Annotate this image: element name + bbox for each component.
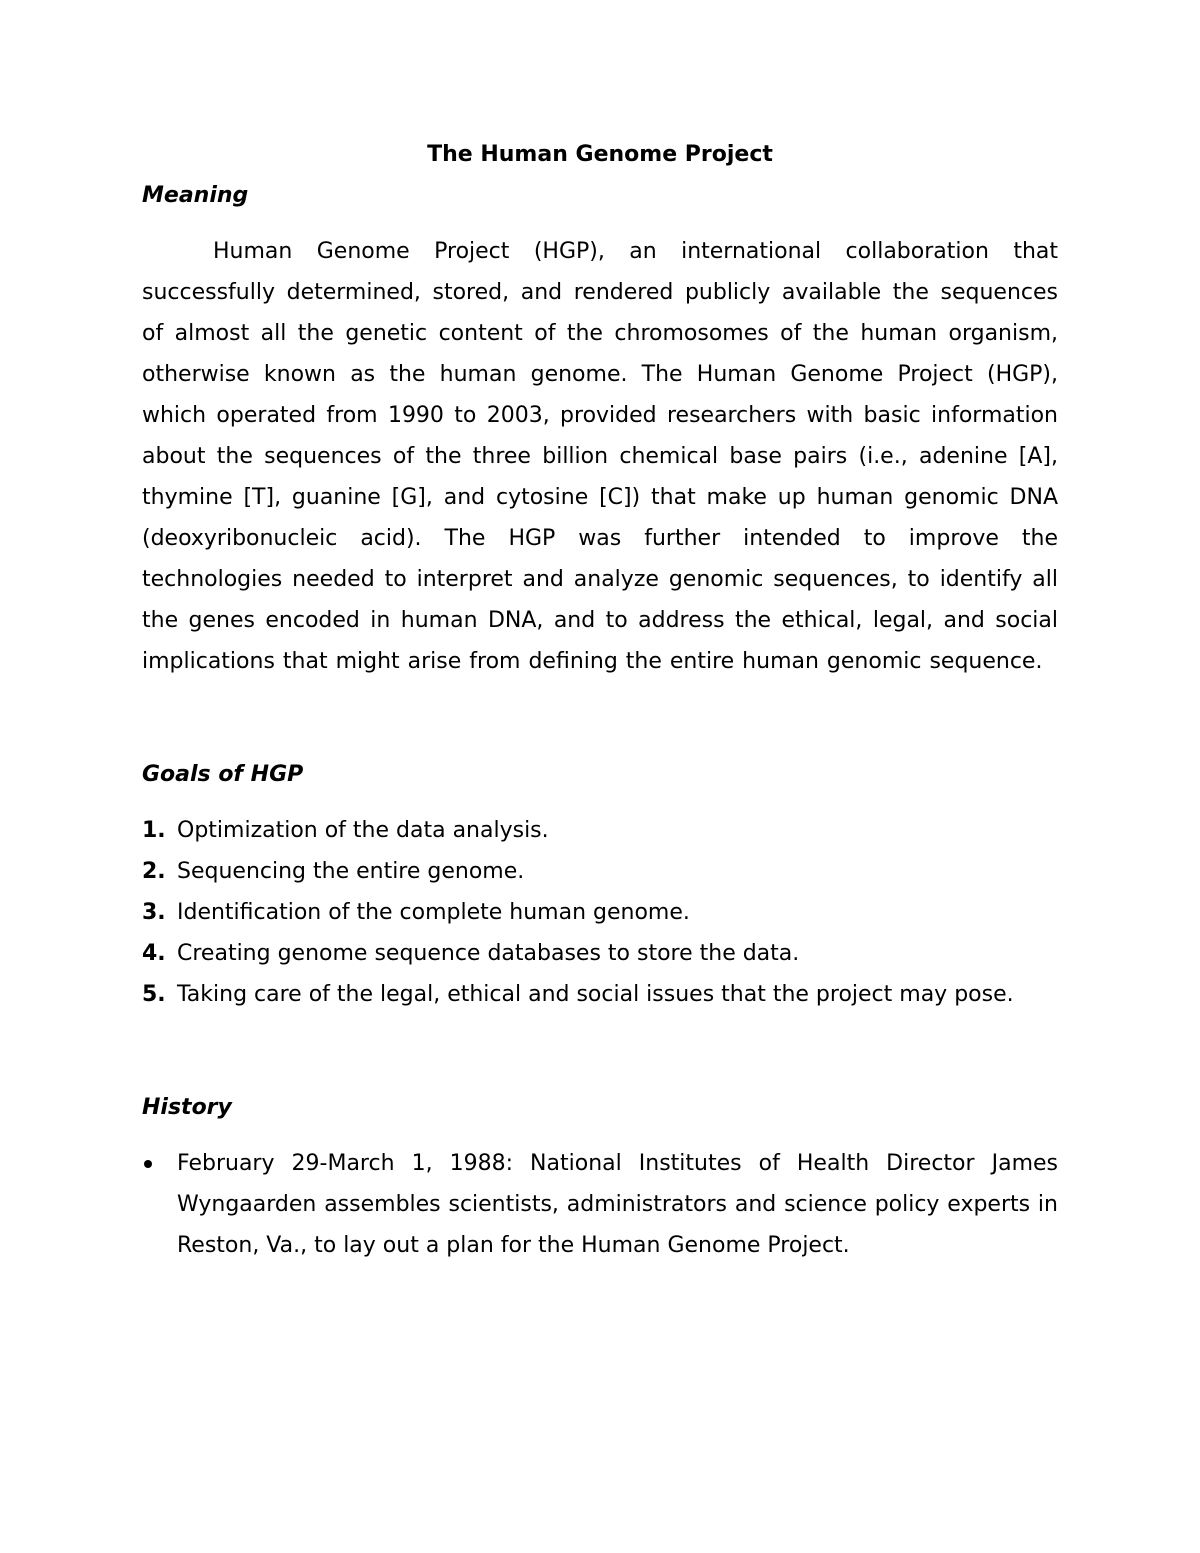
history-text: February 29-March 1, 1988: National Institutes of Health Director James Wyngaarden assembles scientists, administrators and science policy experts in Reston, Va., to lay out a plan for the Human Genome Project. bbox=[177, 1151, 1058, 1258]
meaning-heading: Meaning bbox=[142, 183, 249, 208]
goal-text: Taking care of the legal, ethical and social issues that the project may pose. bbox=[177, 982, 1014, 1007]
document-title: The Human Genome Project bbox=[427, 142, 773, 167]
goal-number: 1. bbox=[142, 818, 166, 843]
history-item bbox=[142, 1143, 1058, 1266]
goals-heading: Goals of HGP bbox=[142, 762, 304, 787]
goal-item bbox=[142, 810, 1058, 851]
meaning-paragraph: Human Genome Project (HGP), an international collaboration that successfully determined, stored, and rendered publicly available the sequences of almost all the genetic content of the chromosomes of the human organism, otherwise known as the human genome. The Human Genome Project (HGP), which operated from 1990 to 2003, provided researchers with basic information about the sequences of the three billion chemical base pairs (i.e., adenine [A], thymine [T], guanine [G], and cytosine [C]) that make up human genomic DNA (deoxyribonucleic acid). The HGP was further intended to improve the technologies needed to interpret and analyze genomic sequences, to identify all the genes encoded in human DNA, and to address the ethical, legal, and social implications that might arise from defining the entire human genomic sequence. bbox=[142, 239, 1058, 674]
goal-item bbox=[142, 933, 1058, 974]
goal-number: 4. bbox=[142, 941, 166, 966]
goal-number: 5. bbox=[142, 982, 166, 1007]
goal-text: Optimization of the data analysis. bbox=[177, 818, 549, 843]
goal-number: 2. bbox=[142, 859, 166, 884]
goal-text: Creating genome sequence databases to store the data. bbox=[177, 941, 800, 966]
goal-text: Sequencing the entire genome. bbox=[177, 859, 525, 884]
spacer bbox=[142, 1015, 1058, 1087]
history-list bbox=[142, 1143, 1058, 1266]
goal-item bbox=[142, 974, 1058, 1015]
goal-item bbox=[142, 892, 1058, 933]
spacer bbox=[142, 682, 1058, 754]
goal-number: 3. bbox=[142, 900, 166, 925]
goal-item bbox=[142, 851, 1058, 892]
bullet-icon bbox=[144, 1160, 152, 1168]
goals-list bbox=[142, 810, 1058, 1015]
goal-text: Identification of the complete human genome. bbox=[177, 900, 690, 925]
history-heading: History bbox=[142, 1095, 232, 1120]
page-content bbox=[142, 134, 1058, 1266]
